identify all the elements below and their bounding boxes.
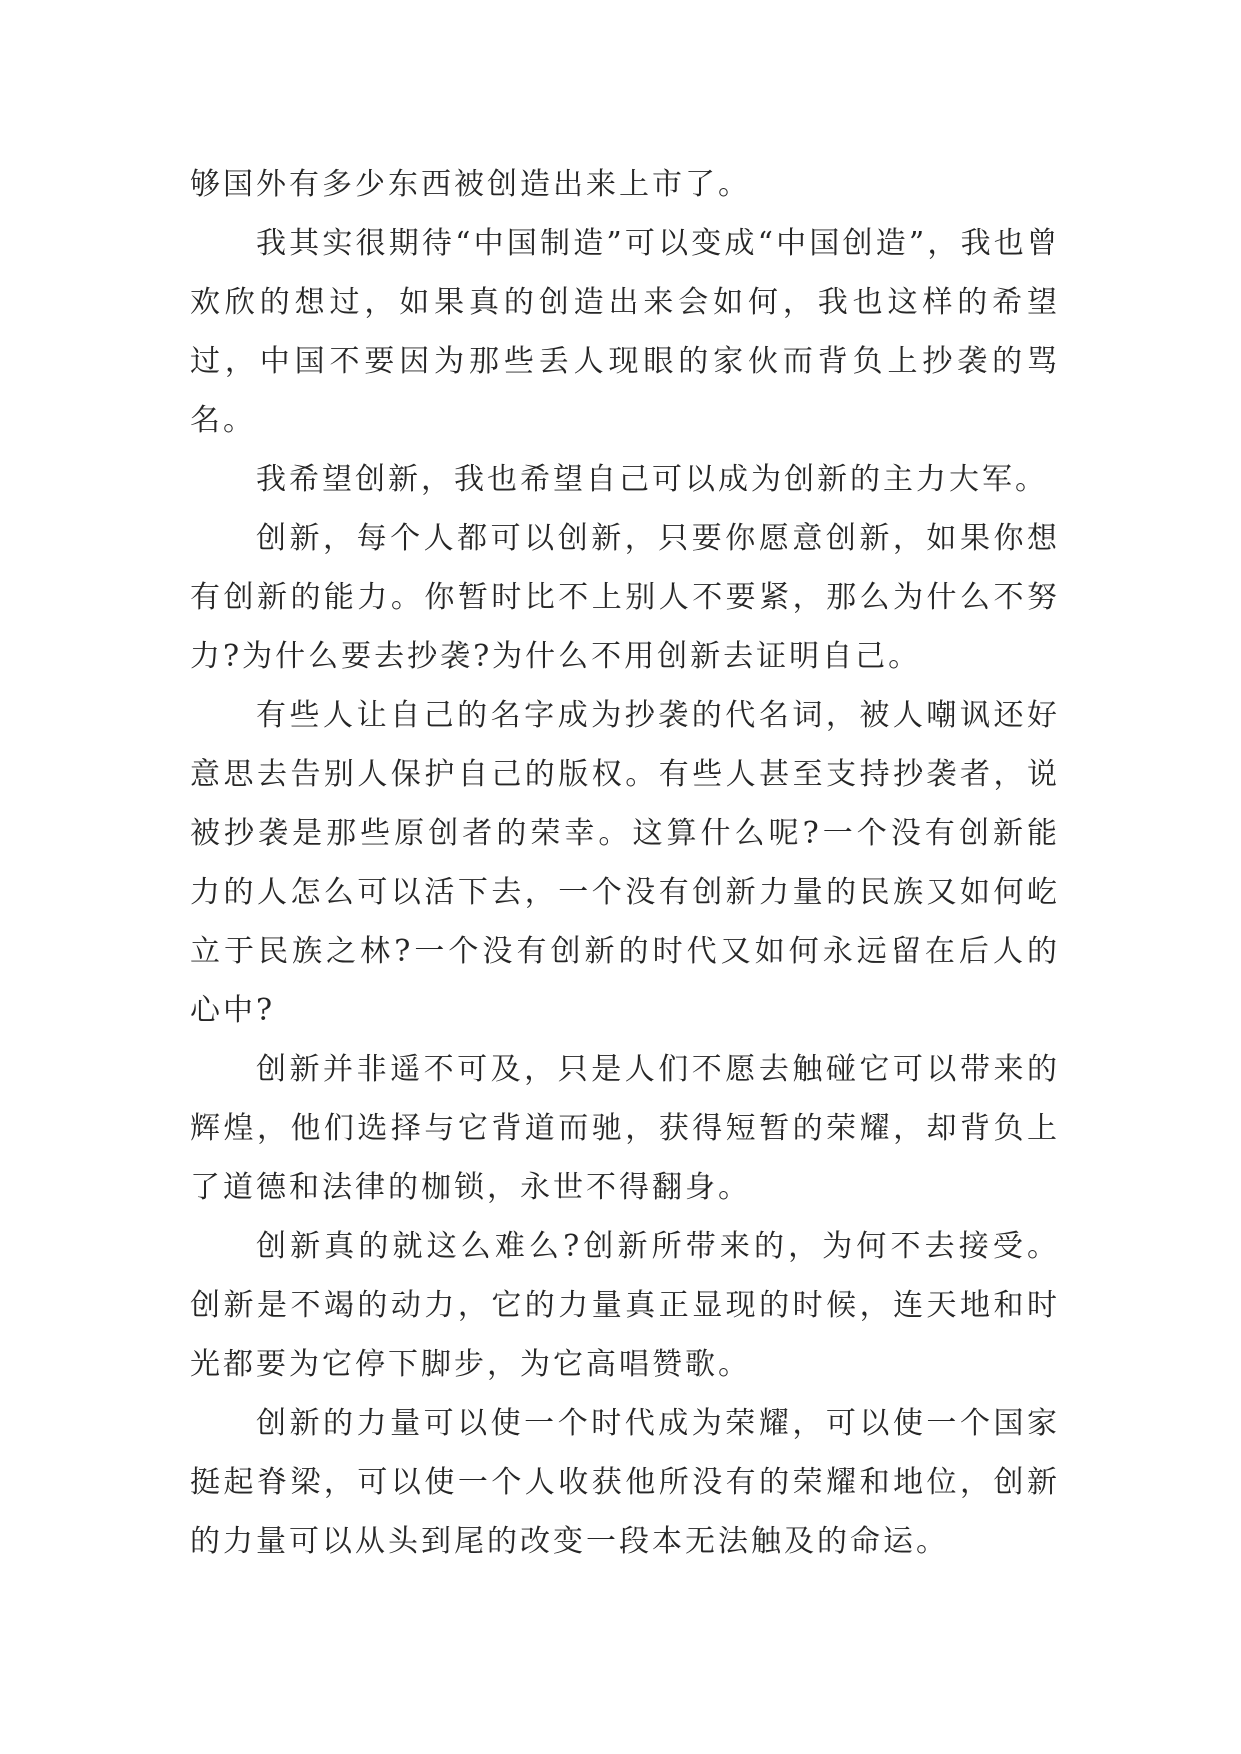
paragraph: 创新并非遥不可及，只是人们不愿去触碰它可以带来的辉煌，他们选择与它背道而驰，获得短暂的荣耀，却背负上了道德和法律的枷锁，永世不得翻身。 <box>190 1052 1060 1205</box>
paragraph: 创新，每个人都可以创新，只要你愿意创新，如果你想有创新的能力。你暂时比不上别人不要紧，那么为什么不努力?为什么要去抄袭?为什么不用创新去证明自己。 <box>190 521 1060 674</box>
paragraph: 创新的力量可以使一个时代成为荣耀，可以使一个国家挺起脊梁，可以使一个人收获他所没有的荣耀和地位，创新的力量可以从头到尾的改变一段本无法触及的命运。 <box>190 1406 1060 1559</box>
document-body <box>190 155 1060 1571</box>
paragraph: 够国外有多少东西被创造出来上市了。 <box>190 167 751 202</box>
paragraph: 我其实很期待“中国制造”可以变成“中国创造”，我也曾欢欣的想过，如果真的创造出来会如何，我也这样的希望过，中国不要因为那些丢人现眼的家伙而背负上抄袭的骂名。 <box>190 226 1060 438</box>
paragraph: 创新真的就这么难么?创新所带来的，为何不去接受。创新是不竭的动力，它的力量真正显现的时候，连天地和时光都要为它停下脚步，为它高唱赞歌。 <box>190 1229 1060 1382</box>
paragraph: 我希望创新，我也希望自己可以成为创新的主力大军。 <box>256 462 1048 497</box>
paragraph: 有些人让自己的名字成为抄袭的代名词，被人嘲讽还好意思去告别人保护自己的版权。有些人甚至支持抄袭者，说被抄袭是那些原创者的荣幸。这算什么呢?一个没有创新能力的人怎么可以活下去，一个没有创新力量的民族又如何屹立于民族之林?一个没有创新的时代又如何永远留在后人的心中? <box>190 698 1060 1028</box>
